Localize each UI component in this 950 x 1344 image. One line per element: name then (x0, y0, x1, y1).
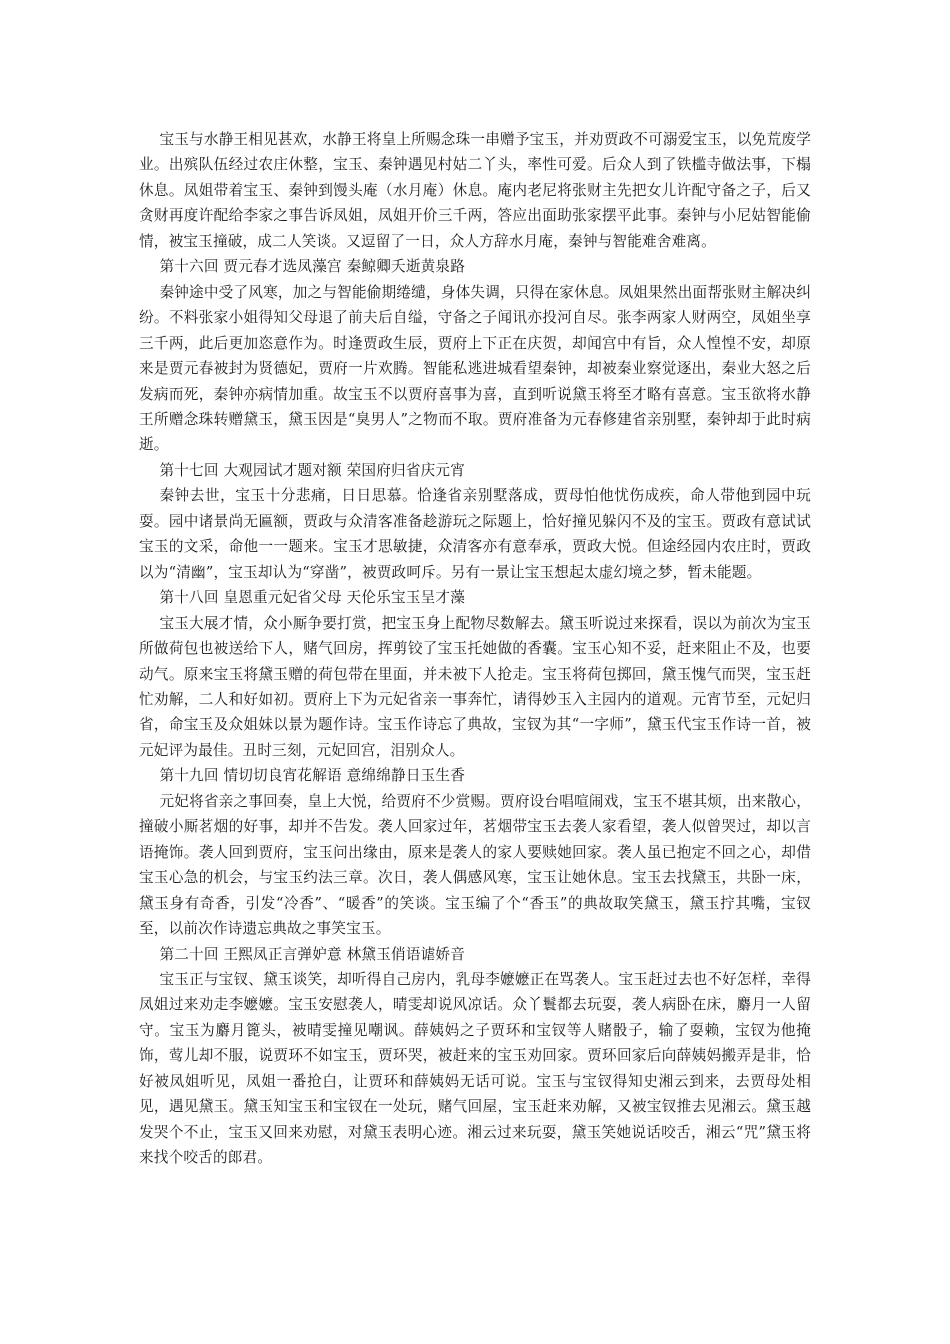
document-page (139, 127, 811, 1171)
chapter-heading-19: 第十九回 情切切良宵花解语 意绵绵静日玉生香 (159, 767, 465, 785)
chapter-heading-20: 第二十回 王熙凤正言弹妒意 林黛玉俏语谑娇音 (159, 945, 465, 963)
chapter-heading-17: 第十七回 大观园试才题对额 荣国府归省庆元宵 (159, 461, 465, 479)
chapter-heading-16: 第十六回 贾元春才选凤藻宫 秦鲸卿夭逝黄泉路 (159, 258, 465, 276)
paragraph-chapter-20: 宝玉正与宝钗、黛玉谈笑，却听得自己房内，乳母李嬷嬷正在骂袭人。宝玉赶过去也不好怎样，幸得凤姐过来劝走李嬷嬷。宝玉安慰袭人，晴雯却说风凉话。众丫鬟都去玩耍，袭人病卧在床，麝月一人留守。宝玉为麝月篦头，被晴雯撞见嘲讽。薛姨妈之子贾环和宝钗等人赌骰子，输了耍赖，宝钗为他掩饰，莺儿却不服，说贾环不如宝玉，贾环哭，被赶来的宝玉劝回家。贾环回家后向薛姨妈搬弄是非，恰好被凤姐听见，凤姐一番抢白，让贾环和薛姨妈无话可说。宝玉与宝钗得知史湘云到来，去贾母处相见，遇见黛玉。黛玉知宝玉和宝钗在一处玩，赌气回屋，宝玉赶来劝解，又被宝钗推去见湘云。黛玉越发哭个不止，宝玉又回来劝慰，对黛玉表明心迹。湘云过来玩耍，黛玉笑她说话咬舌，湘云“咒”黛玉将来找个咬舌的郎君。 (139, 970, 811, 1167)
paragraph-chapter-19: 元妃将省亲之事回奏，皇上大悦，给贾府不少赏赐。贾府设台唱喧闹戏，宝玉不堪其烦，出来散心，撞破小厮茗烟的好事，却并不告发。袭人回家过年，茗烟带宝玉去袭人家看望，袭人似曾哭过，却以言语掩饰。袭人回到贾府，宝玉问出缘由，原来是袭人的家人要赎她回家。袭人虽已抱定不回之心，却借宝玉心急的机会，与宝玉约法三章。次日，袭人偶感风寒，宝玉让她休息。宝玉去找黛玉，共卧一床，黛玉身有奇香，引发“冷香”、“暖香”的笑谈。宝玉编了个“香玉”的典故取笑黛玉，黛玉拧其嘴，宝钗至，以前次作诗遗忘典故之事笑宝玉。 (139, 792, 811, 938)
paragraph-intro: 宝玉与水静王相见甚欢，水静王将皇上所赐念珠一串赠予宝玉，并劝贾政不可溺爱宝玉，以免荒废学业。出殡队伍经过农庄休整，宝玉、秦钟遇见村姑二丫头，率性可爱。后众人到了铁槛寺做法事，下榻休息。凤姐带着宝玉、秦钟到馒头庵（水月庵）休息。庵内老尼将张财主先把女儿许配守备之子，后又贪财再度许配给李家之事告诉凤姐，凤姐开价三千两，答应出面助张家摆平此事。秦钟与小尼姑智能偷情，被宝玉撞破，成二人笑谈。又逗留了一日，众人方辞水月庵，秦钟与智能难舍难离。 (139, 131, 811, 250)
paragraph-chapter-18: 宝玉大展才情，众小厮争要打赏，把宝玉身上配物尽数解去。黛玉听说过来探看，误以为前次为宝玉所做荷包也被送给下人，赌气回房，挥剪铰了宝玉托她做的香囊。宝玉心知不妥，赶来阻止不及，也要动气。原来宝玉将黛玉赠的荷包带在里面，并未被下人抢走。宝玉将荷包掷回，黛玉愧气而哭，宝玉赶忙劝解，二人和好如初。贾府上下为元妃省亲一事奔忙，请得妙玉入主园内的道观。元宵节至，元妃归省，命宝玉及众姐妹以景为题作诗。宝玉作诗忘了典故，宝钗为其“一字师”，黛玉代宝玉作诗一首，被元妃评为最佳。丑时三刻，元妃回宫，泪别众人。 (139, 614, 811, 759)
paragraph-chapter-16: 秦钟途中受了风寒，加之与智能偷期绻缱，身体失调，只得在家休息。凤姐果然出面帮张财主解决纠纷。不料张家小姐得知父母退了前夫后自缢，守备之子闻讯亦投河自尽。张李两家人财两空，凤姐坐享三千两，此后更加恣意作为。时逢贾政生辰，贾府上下正在庆贺，却闻宫中有旨，众人惶惶不安，却原来是贾元春被封为贤德妃，贾府一片欢腾。智能私逃进城看望秦钟，却被秦业察觉逐出，秦业大怒之后发病而死，秦钟亦病情加重。故宝玉不以贾府喜事为喜，直到听说黛玉将至才略有喜意。宝玉欲将水静王所赠念珠转赠黛玉，黛玉因是“臭男人”之物而不取。贾府准备为元春修建省亲别墅，秦钟却于此时病逝。 (139, 283, 811, 454)
paragraph-chapter-17: 秦钟去世，宝玉十分悲痛，日日思慕。恰逢省亲别墅落成，贾母怕他忧伤成疾，命人带他到园中玩耍。园中诸景尚无匾额，贾政与众清客准备趁游玩之际题上，恰好撞见躲闪不及的宝玉。贾政有意试试宝玉的文采，命他一一题来。宝玉才思敏捷，众清客亦有意奉承，贾政大悦。但途经园内农庄时，贾政以为“清幽”，宝玉却认为“穿凿”，被贾政呵斥。另有一景让宝玉想起太虚幻境之梦，暂未能题。 (139, 487, 811, 581)
chapter-heading-18: 第十八回 皇恩重元妃省父母 天伦乐宝玉呈才藻 (159, 589, 465, 607)
